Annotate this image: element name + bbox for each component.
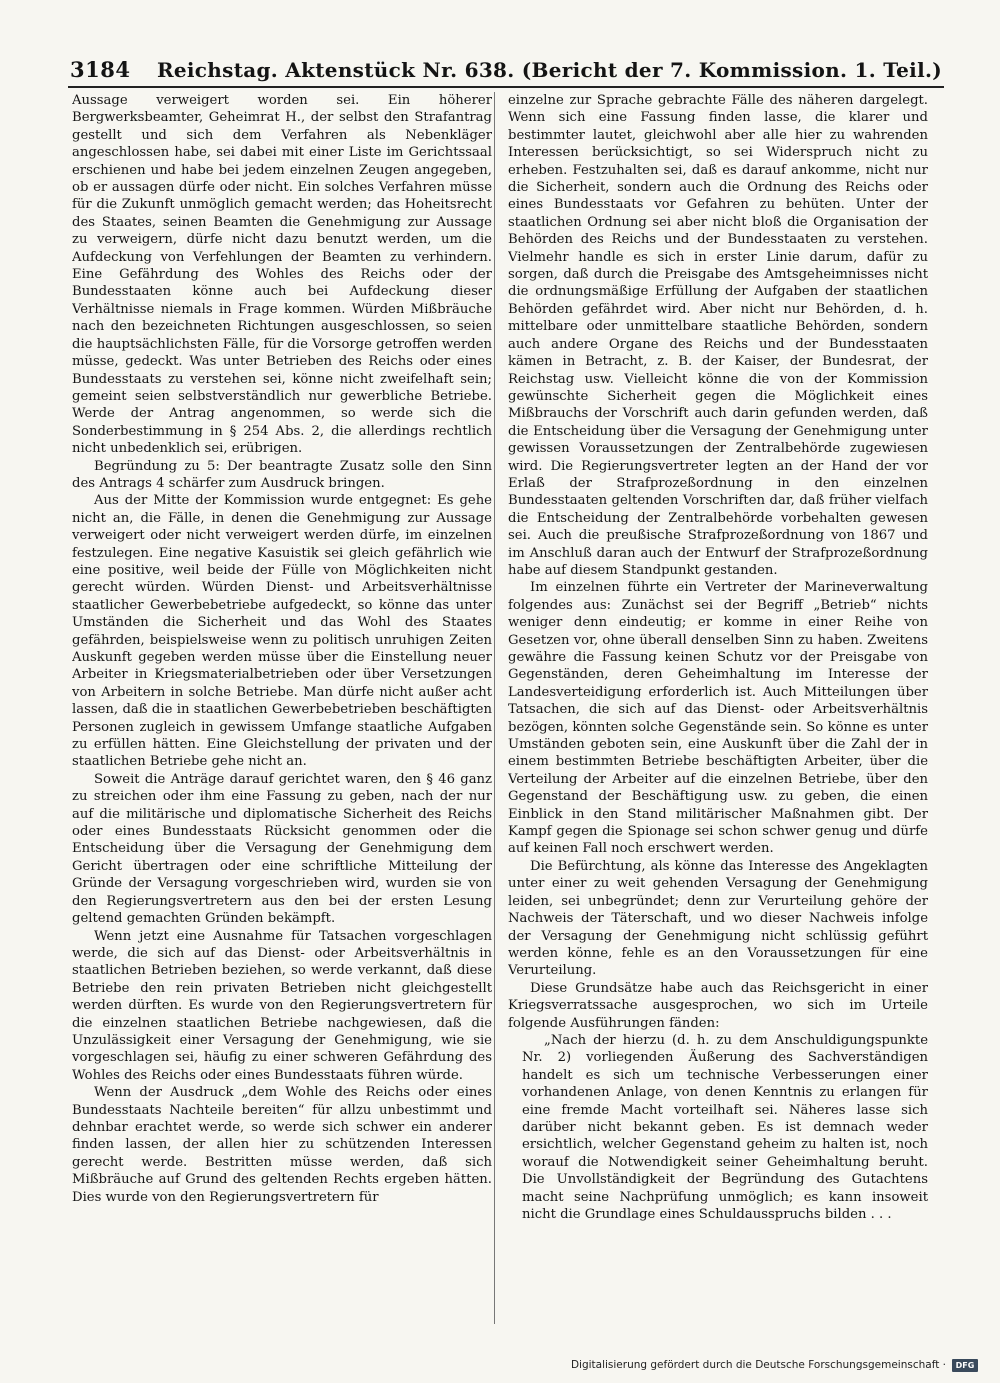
column-divider bbox=[494, 92, 495, 1324]
footer-text: Digitalisierung gefördert durch die Deutsche Forschungsgemeinschaft · bbox=[570, 1359, 946, 1371]
page-number: 3184 bbox=[70, 57, 131, 82]
paragraph: Die Befürchtung, als könne das Interesse des Angeklagten unter einer zu weit gehenden Versagung der Genehmigung leiden, sei unbegründet; denn zur Verurteilung gehöre der Nachweis der Täterschaft, und wo dieser Nachweis infolge der Versagung der Genehmigung nicht schlüssig geführt werden könne, fehle es an den Voraussetzungen für eine Verurteilung. bbox=[508, 858, 928, 979]
paragraph: Wenn jetzt eine Ausnahme für Tatsachen vorgeschlagen werde, die sich auf das Dienst- oder Arbeitsverhältnis in staatlichen Betrieben beziehen, so werde verkannt, daß diese Betriebe den rein privaten Betrieben nicht gleichgestellt werden dürften. Es wurde von den Regierungsvertretern für die einzelnen staatlichen Betriebe nachgewiesen, daß die Unzulässigkeit einer Versagung der Genehmigung, wie sie vorgeschlagen sei, häufig zu einer schweren Gefährdung des Wohles des Reichs oder eines Bundesstaats führen würde. bbox=[72, 928, 492, 1083]
left-column bbox=[72, 92, 492, 1324]
paragraph: Soweit die Anträge darauf gerichtet waren, den § 46 ganz zu streichen oder ihm eine Fassung zu geben, nach der nur auf die militärische und diplomatische Sicherheit des Reichs oder eines Bundesstaats Rücksicht genommen oder die Entscheidung über die Versagung der Genehmigung dem Gericht übertragen oder eine schriftliche Mitteilung der Gründe der Versagung vorgeschrieben wird, wurden sie von den Regierungsvertretern aus den bei der ersten Lesung geltend gemachten Gründen bekämpft. bbox=[72, 771, 492, 927]
page-header bbox=[70, 48, 942, 82]
paragraph: Aussage verweigert worden sei. Ein höherer Bergwerksbeamter, Geheimrat H., der selbst den Strafantrag gestellt und sich dem Verfahren als Nebenkläger angeschlossen habe, sei dabei mit einer Liste im Gerichtssaal erschienen und habe bei jedem einzelnen Zeugen angegeben, ob er aussagen dürfe oder nicht. Ein solches Verfahren müsse für die Zukunft unmöglich gemacht werden; das Hoheitsrecht des Staates, seinen Beamten die Genehmigung zur Aussage zu verweigern, dürfe nicht dazu benutzt werden, um die Aufdeckung von Verfehlungen der Beamten zu verhindern. Eine Gefährdung des Wohles des Reichs oder der Bundesstaaten könne auch bei Aufdeckung dieser Verhältnisse niemals in Frage kommen. Würden Mißbräuche nach den bezeichneten Richtungen ausgeschlossen, so seien die hauptsächlichsten Fälle, für die Vorsorge getroffen werden müsse, gedeckt. Was unter Betrieben des Reichs oder eines Bundesstaats zu verstehen sei, könne nicht zweifelhaft sein; gemeint seien selbstverständlich nur gewerbliche Betriebe. Werde der Antrag angenommen, so werde sich die Sonderbestimmung in § 254 Abs. 2, die allerdings rechtlich nicht unbedenklich sei, erübrigen. bbox=[72, 93, 492, 457]
header-rule bbox=[68, 86, 944, 88]
dfg-logo: DFG bbox=[952, 1359, 978, 1372]
paragraph: Im einzelnen führte ein Vertreter der Marineverwaltung folgendes aus: Zunächst sei der Begriff „Betrieb“ nichts weniger denn eindeutig; er komme in einer Reihe von Gesetzen vor, ohne überall denselben Sinn zu haben. Zweitens gewähre die Fassung keinen Schutz vor der Preisgabe von Gegenständen, deren Geheimhaltung im Interesse der Landesverteidigung erforderlich ist. Auch Mitteilungen über Tatsachen, die sich auf das Dienst- oder Arbeitsverhältnis bezögen, könnten solche Gegenstände sein. So könne es unter Umständen geboten sein, eine Auskunft über die Zahl der in einem bestimmten Betriebe beschäftigten Arbeiter, über die Verteilung der Arbeiter auf die einzelnen Betriebe, über den Gegenstand der Beschäftigung usw. zu geben, die einen Einblick in den Stand militärischer Maßnahmen gibt. Der Kampf gegen die Spionage sei schon schwer genug und dürfe auf keinen Fall noch erschwert werden. bbox=[508, 580, 928, 857]
paragraph: Begründung zu 5: Der beantragte Zusatz solle den Sinn des Antrags 4 schärfer zum Ausdruck bringen. bbox=[72, 458, 492, 491]
paragraph: einzelne zur Sprache gebrachte Fälle des näheren dargelegt. Wenn sich eine Fassung finden lasse, die klarer und bestimmter lautet, gleichwohl aber alle hier zu wahrenden Interessen berücksichtigt, so sei Widerspruch nicht zu erheben. Festzuhalten sei, daß es darauf ankomme, nicht nur die Sicherheit, sondern auch die Ordnung des Reichs oder eines Bundesstaats vor Gefahren zu behüten. Unter der staatlichen Ordnung sei aber nicht bloß die Organisation der Behörden des Reichs und der Bundesstaaten zu verstehen. Vielmehr handle es sich in erster Linie darum, dafür zu sorgen, daß durch die Preisgabe des Amtsgeheimnisses nicht die ordnungsmäßige Erfüllung der Aufgaben der staatlichen Behörden gefährdet wird. Aber nicht nur Behörden, d. h. mittelbare oder unmittelbare staatliche Behörden, sondern auch andere Organe des Reichs und der Bundesstaaten kämen in Betracht, z. B. der Kaiser, der Bundesrat, der Reichstag usw. Vielleicht könne die von der Kommission gewünschte Sicherheit gegen die Möglichkeit eines Mißbrauchs der Vorschrift auch darin gefunden werden, daß die Entscheidung über die Versagung der Genehmigung unter gewissen Voraussetzungen der Zentralbehörde zugewiesen wird. Die Regierungsvertreter legten an der Hand der vor Erlaß der Strafprozeßordnung in den einzelnen Bundesstaaten geltenden Vorschriften dar, daß früher vielfach die Entscheidung der Zentralbehörde vorbehalten gewesen sei. Auch die preußische Strafprozeßordnung von 1867 und im Anschluß daran auch der Entwurf der Strafprozeßordnung habe auf diesem Standpunkt gestanden. bbox=[508, 93, 928, 578]
running-title: Reichstag. Aktenstück Nr. 638. (Bericht der 7. Kommission. 1. Teil.) bbox=[156, 58, 942, 82]
right-column bbox=[508, 92, 928, 1324]
paragraph: Diese Grundsätze habe auch das Reichsgericht in einer Kriegsverratssache ausgesprochen, wo sich im Urteile folgende Ausführungen fänden: bbox=[508, 980, 928, 1031]
paragraph: Aus der Mitte der Kommission wurde entgegnet: Es gehe nicht an, die Fälle, in denen die Genehmigung zur Aussage verweigert oder nicht verweigert werden dürfe, im einzelnen festzulegen. Eine negative Kasuistik sei gleich gefährlich wie eine positive, weil beide der Fülle von Möglichkeiten nicht gerecht würden. Würden Dienst- und Arbeitsverhältnisse staatlicher Gewerbebetriebe aufgedeckt, so könne das unter Umständen die Sicherheit und das Wohl des Staates gefährden, beispielsweise wenn zu politisch unruhigen Zeiten Auskunft gegeben werden müsse über die Einstellung neuer Arbeiter in Kriegsmaterialbetrieben oder über Versetzungen von Arbeitern in solche Betriebe. Man dürfe nicht außer acht lassen, daß die in staatlichen Gewerbebetrieben beschäftigten Personen zugleich in gewissem Umfange staatliche Aufgaben zu erfüllen hätten. Eine Gleichstellung der privaten und der staatlichen Betriebe gehe nicht an. bbox=[72, 493, 492, 770]
paragraph: Wenn der Ausdruck „dem Wohle des Reichs oder eines Bundesstaats Nachteile bereiten“ für allzu unbestimmt und dehnbar erachtet werde, so werde sich schwer ein anderer finden lassen, der allen hier zu schützenden Interessen gerecht werde. Bestritten müsse werden, daß sich Mißbräuche auf Grund des geltenden Rechts ergeben hätten. Dies wurde von den Regierungsvertretern für bbox=[72, 1085, 492, 1205]
digitization-footer bbox=[571, 1356, 978, 1374]
quotation: „Nach der hierzu (d. h. zu dem Anschuldigungspunkte Nr. 2) vorliegenden Äußerung des Sachverständigen handelt es sich um technische Verbesserungen einer vorhandenen Anlage, von denen Kenntnis zu erlangen für eine fremde Macht vorteilhaft sei. Näheres lasse sich darüber nicht bekannt geben. Es ist demnach weder ersichtlich, welcher Gegenstand geheim zu halten ist, noch worauf die Notwendigkeit seiner Geheimhaltung beruht. Die Unvollständigkeit der Begründung des Gutachtens macht seine Nachprüfung unmöglich; es kann insoweit nicht die Grundlage eines Schuldausspruchs bilden . . . bbox=[522, 1032, 928, 1222]
